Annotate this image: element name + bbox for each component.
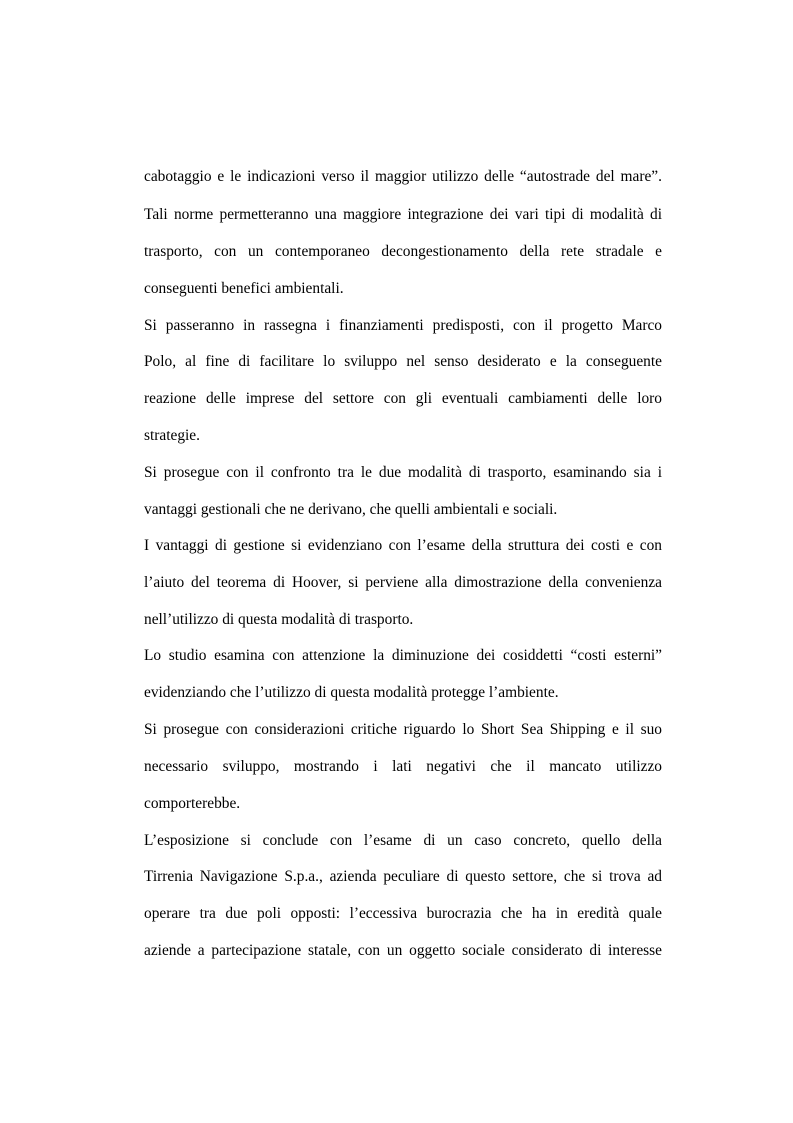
- text-line: aziende a partecipazione statale, con un oggetto sociale considerato di interesse: [144, 942, 662, 959]
- text-line: Si prosegue con considerazioni critiche riguardo lo Short Sea Shipping e il suo: [144, 721, 662, 738]
- text-line: cabotaggio e le indicazioni verso il maggior utilizzo delle “autostrade del mare”.: [144, 168, 662, 185]
- text-line: conseguenti benefici ambientali.: [144, 280, 344, 297]
- text-line: operare tra due poli opposti: l’eccessiva burocrazia che ha in eredità quale: [144, 905, 662, 922]
- text-line: trasporto, con un contemporaneo decongestionamento della rete stradale e: [144, 243, 662, 260]
- text-line: I vantaggi di gestione si evidenziano con l’esame della struttura dei costi e con: [144, 537, 662, 554]
- text-line: Lo studio esamina con attenzione la diminuzione dei cosiddetti “costi esterni”: [144, 647, 662, 664]
- text-line: strategie.: [144, 427, 200, 444]
- text-line: l’aiuto del teorema di Hoover, si perviene alla dimostrazione della convenienza: [144, 574, 662, 591]
- text-line: L’esposizione si conclude con l’esame di un caso concreto, quello della: [144, 832, 662, 849]
- text-line: vantaggi gestionali che ne derivano, che quelli ambientali e sociali.: [144, 501, 558, 518]
- text-line: Si passeranno in rassegna i finanziamenti predisposti, con il progetto Marco: [144, 317, 662, 334]
- text-line: Si prosegue con il confronto tra le due modalità di trasporto, esaminando sia i: [144, 464, 662, 481]
- text-line: nell’utilizzo di questa modalità di trasporto.: [144, 611, 414, 628]
- text-line: comporterebbe.: [144, 795, 241, 812]
- text-line: necessario sviluppo, mostrando i lati negativi che il mancato utilizzo: [144, 758, 662, 775]
- text-line: Polo, al fine di facilitare lo sviluppo nel senso desiderato e la conseguente: [144, 353, 662, 370]
- text-line: Tali norme permetteranno una maggiore integrazione dei vari tipi di modalità di: [144, 206, 662, 223]
- text-line: evidenziando che l’utilizzo di questa modalità protegge l’ambiente.: [144, 684, 559, 701]
- text-line: Tirrenia Navigazione S.p.a., azienda peculiare di questo settore, che si trova ad: [144, 868, 662, 885]
- text-line: reazione delle imprese del settore con gli eventuali cambiamenti delle loro: [144, 390, 662, 407]
